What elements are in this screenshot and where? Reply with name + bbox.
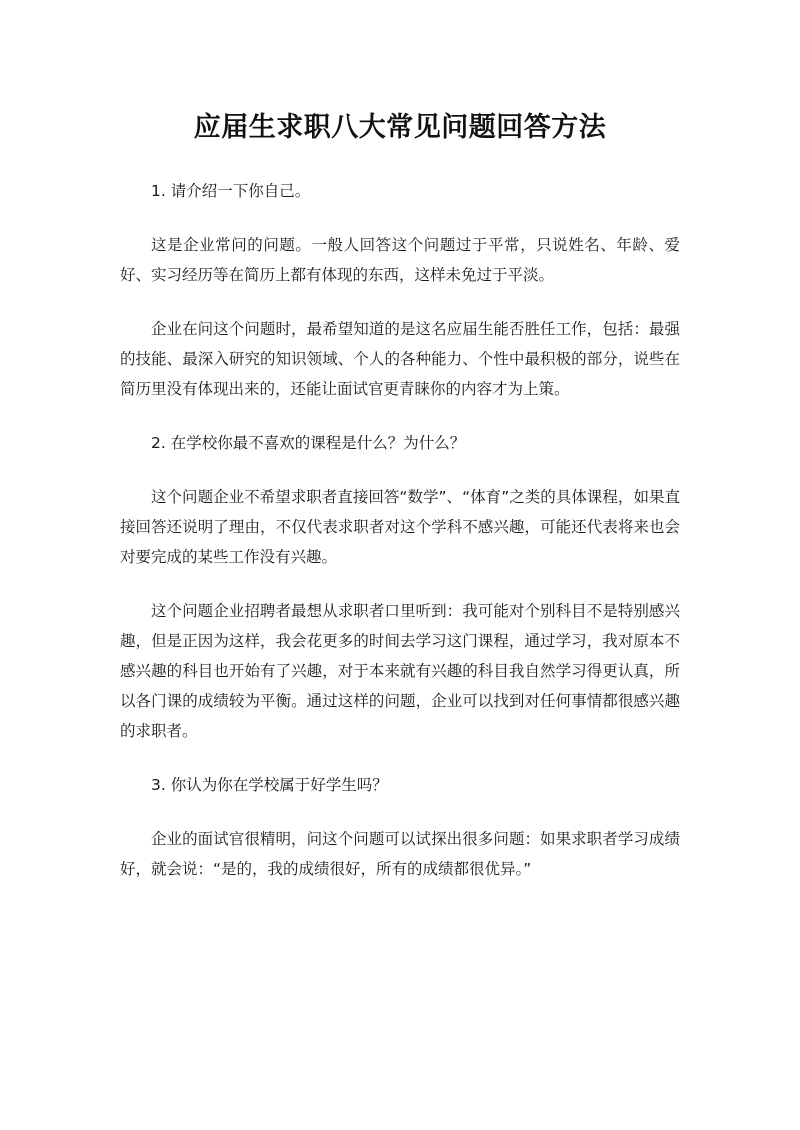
answer-paragraph-2a: 这个问题企业不希望求职者直接回答“数学”、“体育”之类的具体课程，如果直接回答还说明了理由，不仅代表求职者对这个学科不感兴趣，可能还代表将来也会对要完成的某些工作没有兴趣。 — [120, 488, 680, 566]
answer-paragraph-3a: 企业的面试官很精明，问这个问题可以试探出很多问题：如果求职者学习成绩好，就会说：“是的，我的成绩很好，所有的成绩都很优异。” — [120, 830, 680, 878]
question-3: 3. 你认为你在学校属于好学生吗？ — [151, 776, 388, 794]
question-1: 1. 请介绍一下你自己。 — [151, 182, 311, 200]
answer-paragraph-1b: 企业在问这个问题时，最希望知道的是这名应届生能否胜任工作，包括：最强的技能、最深入研究的知识领域、个人的各种能力、个性中最积极的部分，说些在简历里没有体现出来的，还能让面试官更青睐你的内容才为上策。 — [120, 320, 680, 398]
answer-paragraph-2b: 这个问题企业招聘者最想从求职者口里听到：我可能对个别科目不是特别感兴趣，但是正因为这样，我会花更多的时间去学习这门课程，通过学习，我对原本不感兴趣的科目也开始有了兴趣，对于本来就有兴趣的科目我自然学习得更认真，所以各门课的成绩较为平衡。通过这样的问题，企业可以找到对任何事情都很感兴趣的求职者。 — [120, 602, 680, 740]
question-2: 2. 在学校你最不喜欢的课程是什么？为什么？ — [151, 434, 466, 452]
answer-paragraph-1a: 这是企业常问的问题。一般人回答这个问题过于平常，只说姓名、年龄、爱好、实习经历等在简历上都有体现的东西，这样未免过于平淡。 — [120, 236, 680, 284]
document-body — [120, 176, 680, 884]
document-title: 应届生求职八大常见问题回答方法 — [193, 112, 607, 143]
